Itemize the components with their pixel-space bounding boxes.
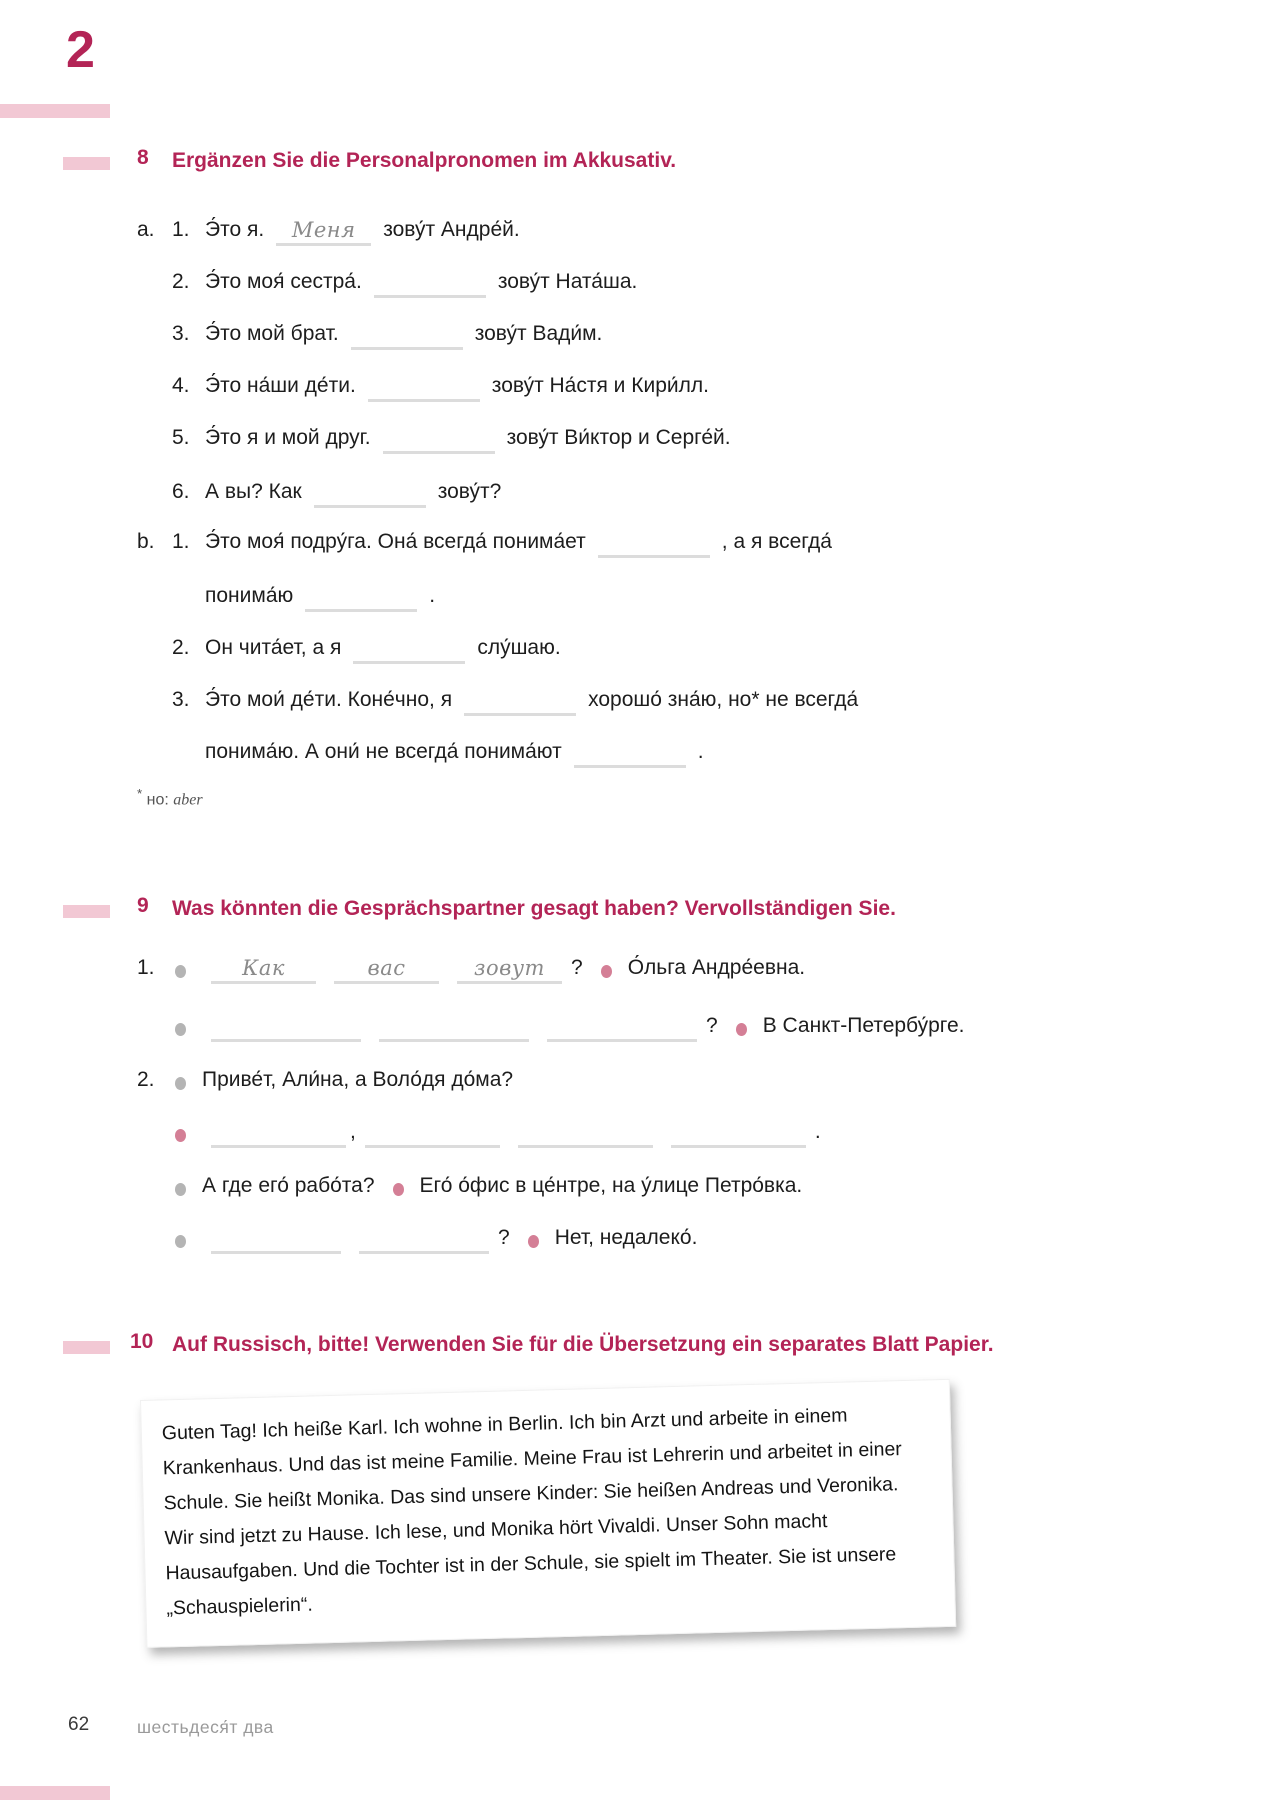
dialogue-text: В Санкт-Петербу́рге. (762, 1014, 965, 1037)
dialogue-line (137, 1068, 513, 1098)
exercise9-number: 9 (137, 894, 149, 917)
item-text: Э́то моя́ подру́га. Она́ всегда́ понима́ет (205, 530, 586, 553)
item-text: зову́т Ви́ктор и Серге́й. (506, 426, 731, 449)
item-text: Э́то мои́ де́ти. Коне́чно, я (205, 688, 453, 711)
speaker-a-bullet (175, 1183, 186, 1196)
item-text: Э́то я. (205, 218, 265, 241)
item-text: зову́т? (437, 480, 502, 503)
item-number: 1. (172, 530, 190, 553)
answer-blank (374, 295, 486, 298)
answer-blank (305, 609, 417, 612)
speaker-a-bullet (175, 1023, 186, 1036)
answer-blank (276, 218, 371, 246)
item-text: . (697, 740, 704, 763)
exercise8-title: Ergänzen Sie die Personalpronomen im Akkusativ. (172, 149, 677, 172)
item-number: 3. (172, 688, 190, 711)
exercise-item-continuation (205, 740, 704, 770)
answer-blank (353, 661, 465, 664)
exercise-item (137, 636, 561, 666)
exercise-item (137, 218, 520, 248)
exercise-item (137, 270, 637, 300)
dialogue-text: А где его́ рабо́та? (202, 1174, 375, 1197)
punctuation: , (350, 1120, 356, 1143)
item-number: 2. (137, 1068, 155, 1091)
dialogue-line (137, 1014, 965, 1044)
exercise10-title: Auf Russisch, bitte! Verwenden Sie für die Übersetzung ein separates Blatt Papier. (172, 1333, 994, 1356)
answer-blank (365, 1145, 500, 1148)
bottom-accent-bar (0, 1786, 110, 1800)
page-number-words: шестьдеся́т два (137, 1717, 274, 1737)
answer-blank (359, 1251, 489, 1254)
footnote-marker: * (137, 786, 143, 801)
item-text: понима́ю (205, 584, 294, 607)
footnote-word: но: (146, 791, 169, 809)
item-number: 4. (172, 374, 190, 397)
item-text: , а я всегда́ (721, 530, 832, 553)
punctuation: . (814, 1120, 821, 1143)
answer-blank (518, 1145, 653, 1148)
dialogue-text: Нет, недалеко́. (554, 1226, 698, 1249)
dialogue-line (137, 1120, 821, 1150)
item-text: . (429, 584, 436, 607)
answer-blank (464, 713, 576, 716)
dialogue-line (137, 1226, 697, 1256)
item-text: Э́то моя́ сестра́. (205, 270, 362, 293)
punctuation: ? (571, 956, 583, 979)
answer-blank (211, 1251, 341, 1254)
exercise8-number: 8 (137, 146, 149, 169)
item-text: Он чита́ет, а я (205, 636, 342, 659)
item-text: хорошо́ зна́ю, но* не всегда́ (588, 688, 859, 711)
speaker-a-bullet (175, 1077, 186, 1090)
answer-blank (383, 451, 495, 454)
answer-blank (379, 1039, 529, 1042)
section-label-a: a. (137, 218, 155, 241)
exercise-item-continuation (205, 584, 435, 614)
section-label-b: b. (137, 530, 155, 553)
exercise-item (137, 374, 709, 404)
footnote-translation: aber (173, 791, 203, 809)
item-text: понима́ю. А они́ не всегда́ понима́ют (205, 740, 562, 763)
item-number: 5. (172, 426, 190, 449)
dialogue-text: Его́ о́фис в це́нтре, на у́лице Петро́вка. (419, 1174, 803, 1197)
item-number: 1. (137, 956, 155, 979)
speaker-b-bullet (601, 965, 612, 978)
item-text: слу́шаю. (477, 636, 561, 659)
exercise-item (137, 426, 731, 456)
item-text: Э́то на́ши де́ти. (205, 374, 356, 397)
handwritten-answer: зовут (474, 956, 545, 980)
exercise9-accent-bar (63, 905, 110, 918)
item-number: 1. (172, 218, 190, 241)
answer-blank (351, 347, 463, 350)
handwritten-answer: Как (242, 956, 285, 980)
answer-blank (547, 1039, 697, 1042)
handwritten-answer: вас (367, 956, 406, 980)
handwritten-answer: Меня (291, 218, 356, 242)
item-text: Э́то мой брат. (205, 322, 339, 345)
exercise10-number: 10 (130, 1330, 154, 1353)
exercise-item (137, 530, 832, 560)
item-text: зову́т Вади́м. (474, 322, 603, 345)
answer-blank (598, 555, 710, 558)
dialogue-line (137, 1174, 802, 1204)
answer-blank (211, 1039, 361, 1042)
translation-source-text: Guten Tag! Ich heiße Karl. Ich wohne in Berlin. Ich bin Arzt und arbeite in einem Krankenhaus. Und das ist meine Familie. Meine Frau ist Lehrerin und arbeitet in einer Schule. Sie heißt Monika. Das sind unsere Kinder: Sie heißen Andreas und Veronika. Wir sind jetzt zu Hause. Ich lese, und Monika hört Vivaldi. Unser Sohn macht Hausaufgaben. Und die Tochter ist in der Schule, sie spielt im Theater. Sie ist unsere „Schauspielerin“. (161, 1404, 903, 1620)
item-text: зову́т Андре́й. (383, 218, 520, 241)
speaker-b-bullet (736, 1023, 747, 1036)
answer-blank (368, 399, 480, 402)
speaker-b-bullet (528, 1235, 539, 1248)
chapter-number: 2 (66, 21, 95, 79)
answer-blank (457, 956, 562, 984)
exercise10-accent-bar (63, 1341, 110, 1354)
speaker-a-bullet (175, 1235, 186, 1248)
answer-blank (671, 1145, 806, 1148)
answer-blank (314, 505, 426, 508)
exercise-item (137, 480, 501, 510)
item-text: зову́т На́стя и Кири́лл. (491, 374, 709, 397)
exercise-item (137, 322, 602, 352)
answer-blank (211, 1145, 346, 1148)
answer-blank (334, 956, 439, 984)
speaker-a-bullet (175, 965, 186, 978)
item-number: 2. (172, 636, 190, 659)
speaker-b-bullet (393, 1183, 404, 1196)
top-accent-bar (0, 104, 110, 118)
exercise9-title: Was könnten die Gesprächspartner gesagt haben? Vervollständigen Sie. (172, 897, 896, 920)
dialogue-text: О́льга Андре́евна. (627, 956, 806, 979)
dialogue-line (137, 956, 805, 986)
dialogue-text: Приве́т, Али́на, а Воло́дя до́ма? (202, 1068, 514, 1091)
exercise8-accent-bar (63, 157, 110, 170)
answer-blank (211, 956, 316, 984)
item-text: зову́т Ната́ша. (497, 270, 638, 293)
item-number: 3. (172, 322, 190, 345)
item-text: А вы? Как (205, 480, 302, 503)
speaker-b-bullet (175, 1129, 186, 1142)
answer-blank (574, 765, 686, 768)
item-number: 2. (172, 270, 190, 293)
translation-source-box (140, 1379, 956, 1648)
page-number: 62 (68, 1714, 90, 1735)
item-number: 6. (172, 480, 190, 503)
item-text: Э́то я и мой друг. (205, 426, 371, 449)
exercise-item (137, 688, 858, 718)
punctuation: ? (706, 1014, 718, 1037)
footnote (137, 786, 203, 809)
punctuation: ? (498, 1226, 510, 1249)
